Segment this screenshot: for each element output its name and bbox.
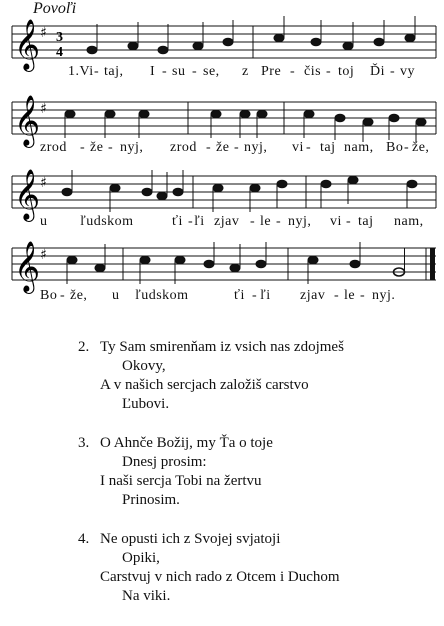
verse-line: I naši sercja Tobi na žertvu — [100, 473, 262, 489]
verse-2 — [78, 338, 438, 414]
verse-line: Dnesj prosim: — [122, 454, 207, 470]
verse-line: Okovy, — [122, 358, 166, 374]
sharp-icon: ♯ — [40, 101, 47, 117]
verse-line: Na viki. — [122, 588, 171, 604]
sharp-icon: ♯ — [40, 175, 47, 191]
treble-clef-icon: 𝄞 — [14, 241, 41, 292]
verse-line: Ty Sam smirenňam iz vsich nas zdojmeš — [100, 339, 344, 355]
verses — [78, 338, 438, 626]
tempo-marking: Povoľi — [33, 0, 77, 17]
treble-clef-icon: 𝄞 — [14, 169, 41, 220]
notes-staff-1 — [87, 16, 415, 54]
treble-clef-icon: 𝄞 — [14, 95, 41, 146]
verse-number: 2. — [78, 339, 90, 355]
verse-3 — [78, 434, 438, 510]
sharp-icon: ♯ — [40, 247, 47, 263]
verse-number: 3. — [78, 435, 90, 451]
time-signature-bottom: 4 — [56, 45, 63, 60]
verse-line: Ne opusti ich z Svojej svjatoji — [100, 531, 281, 547]
sharp-icon: ♯ — [40, 25, 47, 41]
verse-number: 4. — [78, 531, 90, 547]
verse-4 — [78, 530, 438, 606]
verse-line: Carstvuj v nich rado z Otcem i Duchom — [100, 569, 340, 585]
verse-line: A v našich sercjach založiš carstvo — [100, 377, 309, 393]
verse-line: Ľubovi. — [122, 396, 170, 412]
verse-line: Opiki, — [122, 550, 160, 566]
treble-clef-icon: 𝄞 — [14, 19, 41, 70]
verse-line: Prinosim. — [122, 492, 180, 508]
verse-line: O Ahnče Božij, my Ťa o toje — [100, 435, 273, 451]
time-signature-top: 3 — [56, 30, 63, 45]
